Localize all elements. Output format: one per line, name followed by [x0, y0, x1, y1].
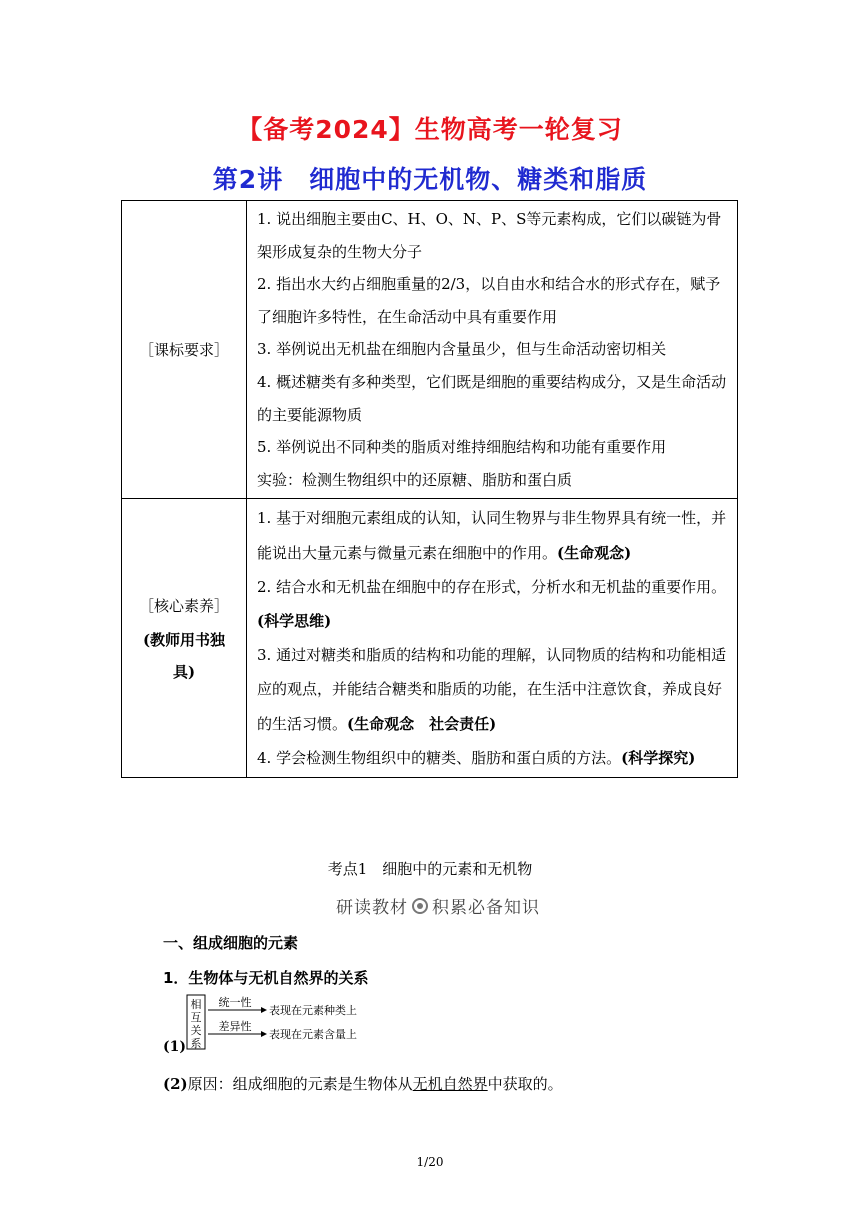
literacy-text: 2. 结合水和无机盐在细胞中的存在形式，分析水和无机盐的重要作用。: [257, 577, 727, 596]
table-row: [122, 201, 738, 499]
literacy-tag: (生命观念 社会责任): [347, 714, 497, 733]
item-number-2: (2): [163, 1075, 188, 1093]
requirements-table: [121, 200, 738, 778]
cause-suffix: 中获取的。: [487, 1075, 563, 1093]
study-banner: [336, 893, 540, 918]
literacy-text: 3. 通过对糖类和脂质的结构和功能的理解，认同物质的结构和功能相适应的观点，并能结合糖类和脂质的功能，在生活中注意饮食，养成良好的生活习惯。: [257, 646, 727, 733]
arrow-head: [261, 1031, 267, 1037]
arrow1-target: 表现在元素种类上: [269, 1004, 357, 1017]
box-char: 系: [190, 1037, 202, 1050]
literacy-tag: (科学探究): [621, 748, 696, 767]
core-literacy-title: ［核心素养］: [138, 597, 229, 616]
core-literacy-label: [122, 499, 247, 778]
requirement-5: 5. 举例说出不同种类的脂质对维持细胞结构和功能有重要作用: [257, 438, 667, 457]
box-char: 关: [190, 1024, 202, 1037]
cause-underlined: 无机自然界: [412, 1075, 488, 1093]
requirement-3: 3. 举例说出无机盐在细胞内含量虽少，但与生命活动密切相关: [257, 340, 667, 359]
box-char: 互: [190, 1011, 202, 1024]
lecture-title: 第2讲 细胞中的无机物、糖类和脂质: [212, 165, 648, 194]
curriculum-content: [247, 201, 738, 499]
curriculum-label: ［课标要求］: [122, 201, 247, 499]
cause-prefix: 原因：组成细胞的元素是生物体从: [187, 1075, 413, 1093]
requirement-experiment: 实验：检测生物组织中的还原糖、脂肪和蛋白质: [257, 470, 573, 489]
core-literacy-content: [247, 499, 738, 778]
arrow2-label: 差异性: [218, 1020, 252, 1033]
target-icon: [412, 898, 428, 914]
banner-left: 研读教材: [336, 898, 408, 918]
literacy-text: 1. 基于对细胞元素组成的认知，认同生物界与非生物界具有统一性，并能说出大量元素与微量元素在细胞中的作用。: [257, 509, 727, 562]
box-char: 相: [190, 998, 202, 1011]
item-number-1: (1): [163, 1039, 186, 1055]
cause-paragraph: [163, 1073, 563, 1094]
literacy-item-3: [257, 638, 731, 741]
literacy-tag: (生命观念): [557, 543, 632, 562]
requirement-2: 2. 指出水大约占细胞重量的2/3，以自由水和结合水的形式存在，赋予了细胞许多特性，在生命活动中具有重要作用: [257, 275, 721, 326]
main-title: 【备考2024】生物高考一轮复习: [237, 115, 623, 144]
arrow1-label: 统一性: [218, 996, 252, 1009]
literacy-item-1: [257, 501, 731, 569]
banner-right: 积累必备知识: [432, 898, 540, 918]
page-number: 1/20: [416, 1155, 444, 1169]
arrow2-target: 表现在元素含量上: [269, 1028, 357, 1041]
requirement-4: 4. 概述糖类有多种类型，它们既是细胞的重要结构成分，又是生命活动的主要能源物质: [257, 372, 727, 424]
subsection-heading: 1．生物体与无机自然界的关系: [163, 969, 369, 987]
requirement-1: 1. 说出细胞主要由C、H、O、N、P、S等元素构成，它们以碳链为骨架形成复杂的生物大分子: [257, 210, 722, 261]
literacy-text: 4. 学会检测生物组织中的糖类、脂肪和蛋白质的方法。: [257, 748, 622, 767]
table-row: [122, 499, 738, 778]
kaodian-heading: 考点1 细胞中的元素和无机物: [327, 860, 533, 878]
literacy-item-4: [257, 741, 731, 775]
arrow-head: [261, 1007, 267, 1013]
teacher-note: (教师用书独具): [142, 631, 226, 682]
relation-diagram: [163, 993, 363, 1053]
section-heading: 一、组成细胞的元素: [163, 934, 299, 952]
literacy-tag: (科学思维): [257, 611, 332, 630]
literacy-item-2: [257, 570, 731, 638]
